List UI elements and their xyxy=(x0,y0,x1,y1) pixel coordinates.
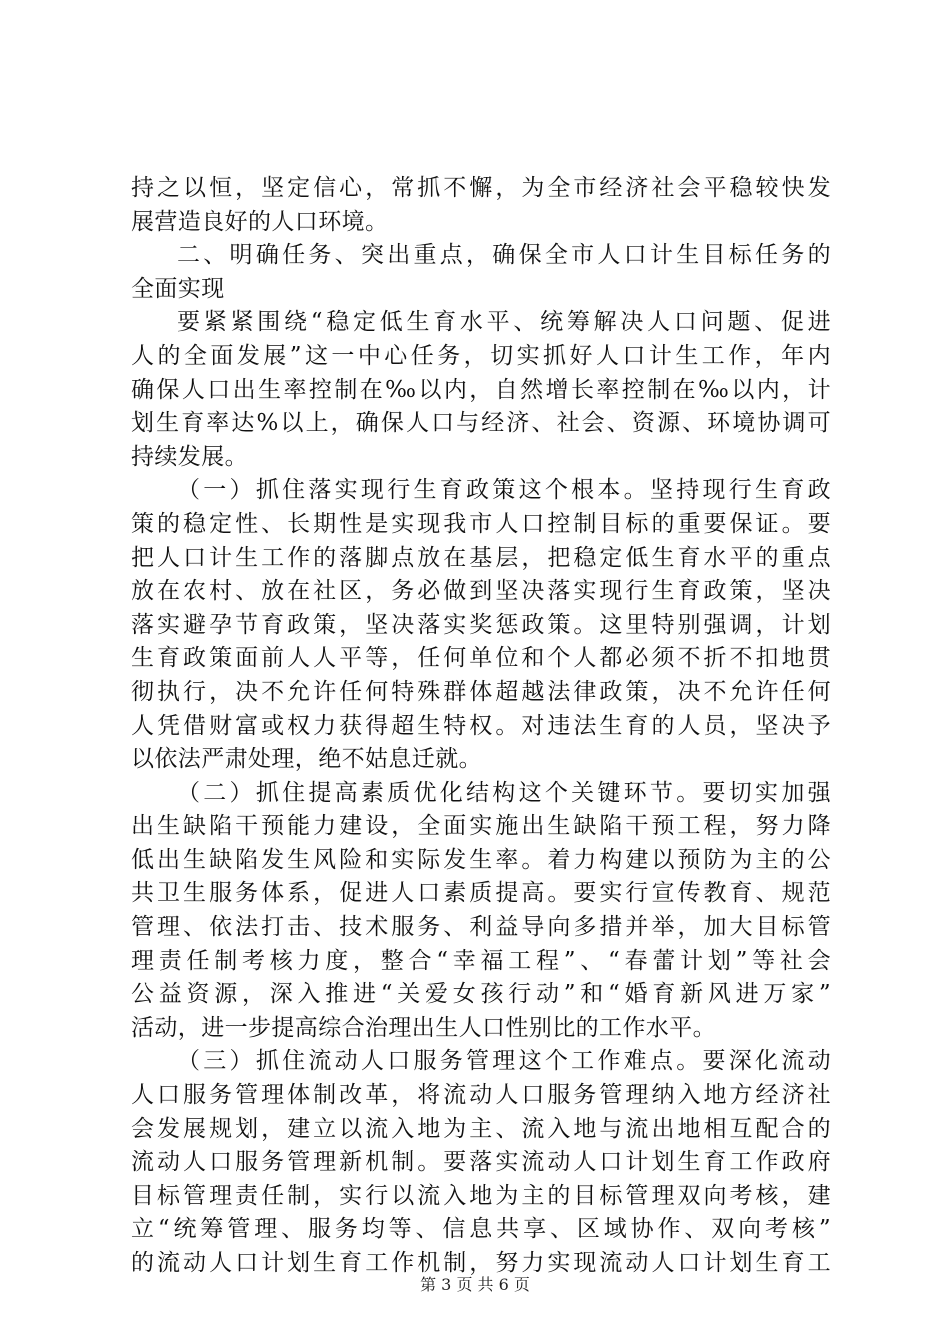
text-line: 管理、依法打击、技术服务、利益导向多措并举，加大目标管 xyxy=(131,914,831,941)
text-line: 全面实现 xyxy=(131,275,225,302)
text-line: 人的全面发展”这一中心任务，切实抓好人口计生工作，年内 xyxy=(131,342,831,369)
text-line: 立“统筹管理、服务均等、信息共享、区域协作、双向考核” xyxy=(131,1216,831,1243)
text-line: 放在农村、放在社区，务必做到坚决落实现行生育政策，坚决 xyxy=(131,578,831,605)
text-line: 活动，进一步提高综合治理出生人口性别比的工作水平。 xyxy=(131,1014,716,1041)
text-line: 以依法严肃处理，绝不姑息迁就。 xyxy=(131,746,482,773)
text-line: 低出生缺陷发生风险和实际发生率。着力构建以预防为主的公 xyxy=(131,846,831,873)
text-line: 彻执行，决不允许任何特殊群体超越法律政策，决不允许任何 xyxy=(131,678,831,705)
document-body xyxy=(131,172,831,1281)
text-line: 共卫生服务体系，促进人口素质提高。要实行宣传教育、规范 xyxy=(131,880,831,907)
text-line: 公益资源，深入推进“关爱女孩行动”和“婚育新风进万家” xyxy=(131,981,831,1008)
text-line: 确保人口出生率控制在‰以内，自然增长率控制在‰以内，计 xyxy=(131,376,831,403)
text-line: 持之以恒，坚定信心，常抓不懈，为全市经济社会平稳较快发 xyxy=(131,175,831,201)
text-line: （三）抓住流动人口服务管理这个工作难点。要深化流动 xyxy=(177,1048,831,1075)
text-line: （二）抓住提高素质优化结构这个关键环节。要切实加强 xyxy=(177,779,831,806)
text-line: 会发展规划，建立以流入地为主、流入地与流出地相互配合的 xyxy=(131,1115,831,1142)
text-line: 落实避孕节育政策，坚决落实奖惩政策。这里特别强调，计划 xyxy=(131,611,831,638)
text-line: 策的稳定性、长期性是实现我市人口控制目标的重要保证。要 xyxy=(131,510,831,537)
text-line: 展营造良好的人口环境。 xyxy=(131,208,389,235)
text-line: 要紧紧围绕“稳定低生育水平、统筹解决人口问题、促进 xyxy=(177,309,831,336)
text-line: 人凭借财富或权力获得超生特权。对违法生育的人员，坚决予 xyxy=(131,712,831,739)
text-line: 目标管理责任制，实行以流入地为主的目标管理双向考核，建 xyxy=(131,1182,831,1209)
text-line: 理责任制考核力度，整合“幸福工程”、“春蕾计划”等社会 xyxy=(131,947,831,974)
text-line: 二、明确任务、突出重点，确保全市人口计生目标任务的 xyxy=(177,242,831,269)
text-line: （一）抓住落实现行生育政策这个根本。坚持现行生育政 xyxy=(177,477,831,504)
text-line: 的流动人口计划生育工作机制，努力实现流动人口计划生育工 xyxy=(131,1250,831,1276)
text-line: 出生缺陷干预能力建设，全面实施出生缺陷干预工程，努力降 xyxy=(131,813,831,840)
page-footer: 第 3 页 共 6 页 xyxy=(420,1275,530,1294)
text-line: 流动人口服务管理新机制。要落实流动人口计划生育工作政府 xyxy=(131,1149,831,1176)
text-line: 持续发展。 xyxy=(131,443,248,470)
text-line: 人口服务管理体制改革，将流动人口服务管理纳入地方经济社 xyxy=(131,1082,831,1109)
text-line: 划生育率达%以上，确保人口与经济、社会、资源、环境协调可 xyxy=(131,410,831,437)
text-line: 把人口计生工作的落脚点放在基层，把稳定低生育水平的重点 xyxy=(131,544,831,571)
text-line: 生育政策面前人人平等，任何单位和个人都必须不折不扣地贯 xyxy=(131,645,831,672)
